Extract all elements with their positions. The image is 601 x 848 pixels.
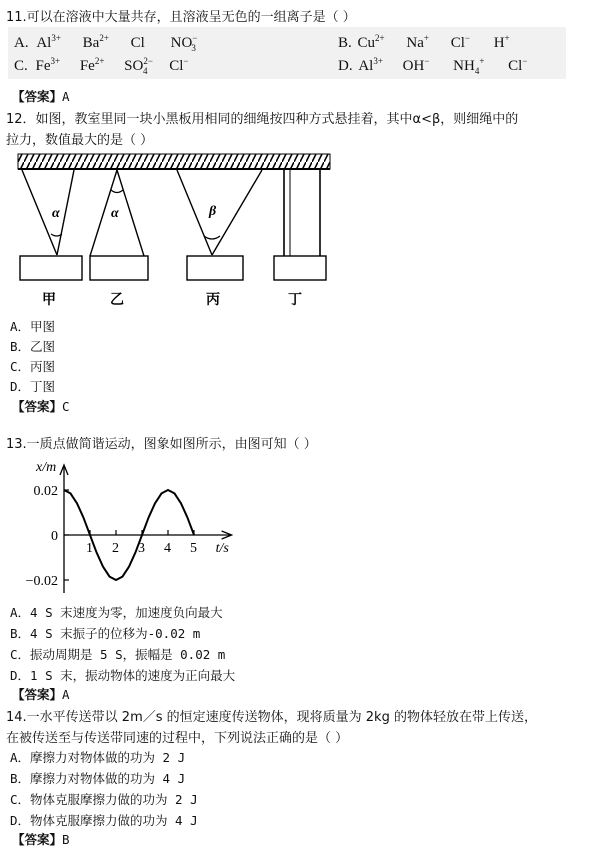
chart-y-axis-label: x/m [36,460,57,475]
angle-label-beta: β [209,204,217,219]
x-tick-label-3: 3 [138,541,145,556]
y-tick-label-0: 0 [51,529,58,544]
angle-label-alpha-1: α [52,206,60,221]
q11-option-b: B. $Cu^{2+}$ Na+ Cl− H+ [338,33,510,51]
q12-stem-line2: 拉力，数值最大的是（ ） [6,133,154,148]
q14-stem-line1: 14.一水平传送带以 2m／s 的恒定速度传送物体，现将质量为 2kg 的物体轻放在带上传送， [6,710,537,725]
q13-displacement-chart [12,455,262,600]
x-tick-label-5: 5 [190,541,197,556]
hanging-yi [90,170,148,280]
caption-jia: 甲 [42,293,56,308]
board-yi [90,256,148,280]
q12-option-a: A．甲图 [10,319,56,334]
q12-figure [12,150,334,312]
q11-option-d: D. $Al^{3+}$ OH− $NH_4^+$ Cl− [338,56,528,76]
caption-yi: 乙 [110,293,124,308]
q13-option-d: D．1 S 末，振动物体的速度为正向最大 [10,668,236,683]
q11-option-a: A. $Al^{3+}$ $Ba^{2+}$ Cl $NO^-_3$ [14,33,198,53]
caption-ding: 丁 [288,293,302,308]
board-ding [274,256,326,280]
hanging-jia [20,170,82,280]
q13-option-a: A．4 S 末速度为零，加速度负向最大 [10,605,223,620]
board-jia [20,256,82,280]
hanging-ding [274,170,326,280]
q11-option-c: C. $Fe^{3+}$ $Fe^{2+}$ $SO^{2-}_4$ Cl− [14,56,189,76]
q12-option-b: B．乙图 [10,339,56,354]
q13-stem: 13.一质点做简谐运动，图象如图所示，由图可知（ ） [6,437,317,452]
q14-option-b: B．摩擦力对物体做的功为 4 J [10,771,186,786]
chart-x-axis-label: t/s [215,541,229,556]
x-tick-label-2: 2 [112,541,119,556]
q14-answer: 【答案】B [12,832,70,847]
q11-answer: 【答案】A [12,89,70,104]
q13-answer: 【答案】A [12,687,70,702]
q12-stem-line1: 12．如图，教室里同一块小黑板用相同的细绳按四种方式悬挂着，其中α<β，则细绳中的 [6,112,519,127]
caption-bing: 丙 [206,293,220,308]
angle-label-alpha-2: α [111,206,119,221]
board-bing [187,256,243,280]
q12-option-c: C．丙图 [10,359,56,374]
q14-stem-line2: 在被传送至与传送带同速的过程中，下列说法正确的是（ ） [6,731,349,746]
q14-option-c: C．物体克服摩擦力做的功为 2 J [10,792,198,807]
q12-option-d: D．丁图 [10,379,56,394]
q14-option-a: A．摩擦力对物体做的功为 2 J [10,750,186,765]
x-tick-label-1: 1 [86,541,93,556]
q12-answer: 【答案】C [12,399,70,414]
q13-option-b: B．4 S 末振子的位移为-0.02 m [10,626,201,641]
q11-stem: 11.可以在溶液中大量共存，且溶液呈无色的一组离子是（ ） [6,10,356,25]
hanging-bing [177,170,262,280]
ceiling [18,154,330,169]
q14-option-d: D．物体克服摩擦力做的功为 4 J [10,813,198,828]
y-tick-label--0.02: −0.02 [25,574,58,589]
x-tick-label-4: 4 [164,541,171,556]
y-tick-label-0.02: 0.02 [33,484,58,499]
q13-option-c: C．振动周期是 5 S，振幅是 0.02 m [10,647,226,662]
